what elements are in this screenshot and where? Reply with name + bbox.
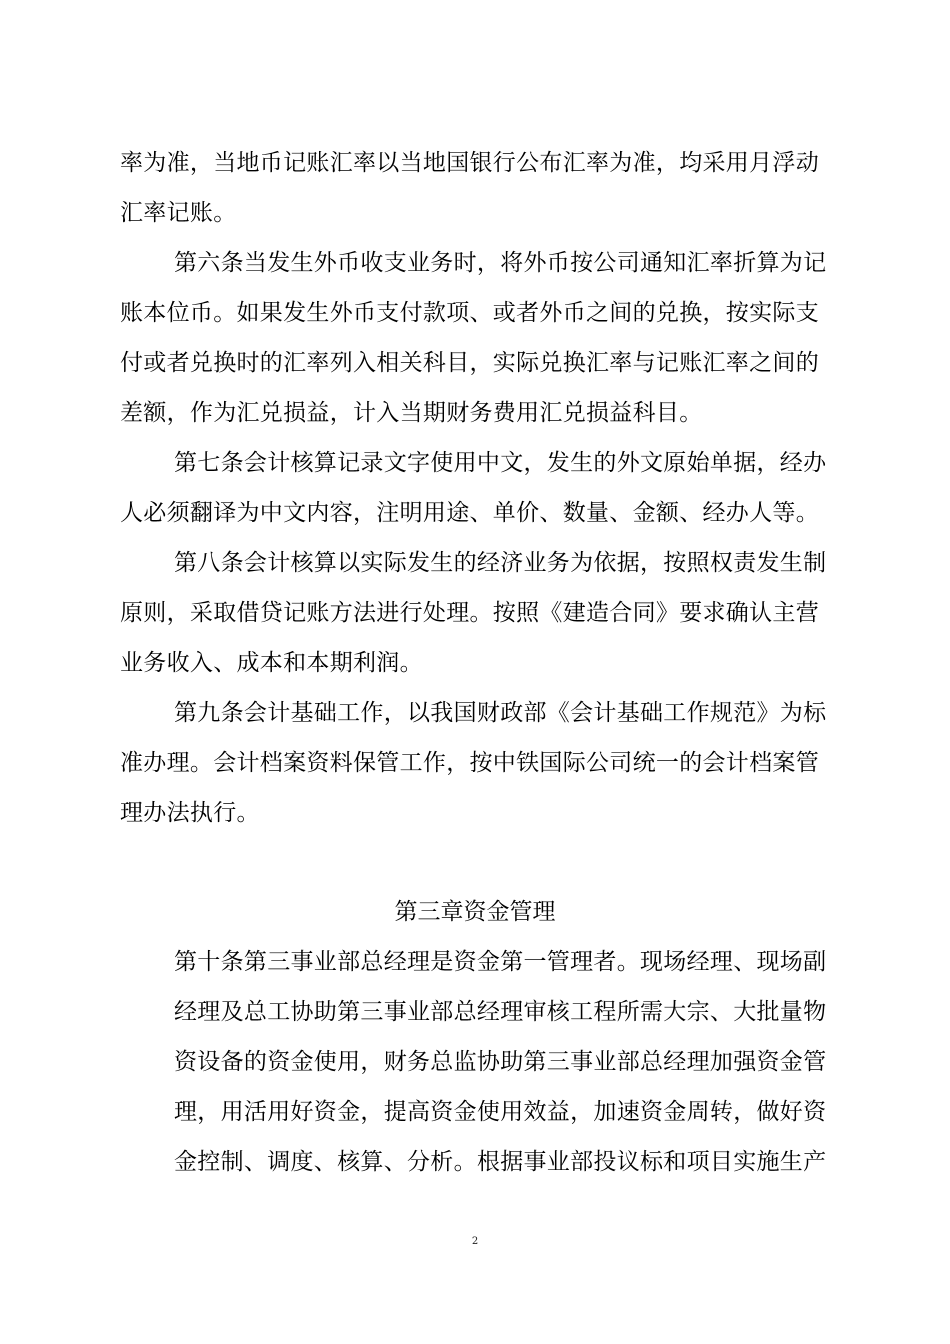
article-10-line: 理，用活用好资金，提高资金使用效益，加速资金周转，做好资	[174, 1099, 827, 1125]
body-text-line: 业务收入、成本和本期利润。	[120, 650, 423, 676]
article-10-line: 第十条第三事业部总经理是资金第一管理者。现场经理、现场副	[174, 949, 827, 975]
article-10-line: 金控制、调度、核算、分析。根据事业部投议标和项目实施生产	[174, 1149, 827, 1175]
body-text-line: 理办法执行。	[120, 800, 260, 826]
article-8-first-line: 第八条会计核算以实际发生的经济业务为依据，按照权责发生制	[174, 550, 827, 576]
body-text-line: 付或者兑换时的汇率列入相关科目，实际兑换汇率与记账汇率之间的	[120, 350, 819, 376]
article-10-line: 经理及总工协助第三事业部总经理审核工程所需大宗、大批量物	[174, 999, 827, 1025]
body-text-line: 原则，采取借贷记账方法进行处理。按照《建造合同》要求确认主营	[120, 600, 819, 626]
page-number: 2	[471, 1236, 479, 1247]
chapter-title: 第三章资金管理	[394, 899, 556, 925]
body-text-line: 汇率记账。	[120, 200, 237, 226]
body-text-line: 率为准，当地币记账汇率以当地国银行公布汇率为准，均采用月浮动	[120, 150, 819, 176]
article-10-line: 资设备的资金使用，财务总监协助第三事业部总经理加强资金管	[174, 1049, 827, 1075]
body-text-line: 差额，作为汇兑损益，计入当期财务费用汇兑损益科目。	[120, 400, 703, 426]
article-6-first-line: 第六条当发生外币收支业务时，将外币按公司通知汇率折算为记	[174, 250, 827, 276]
body-text-line: 人必须翻译为中文内容，注明用途、单价、数量、金额、经办人等。	[120, 500, 819, 526]
body-text-line: 账本位币。如果发生外币支付款项、或者外币之间的兑换，按实际支	[120, 300, 819, 326]
body-text-line: 准办理。会计档案资料保管工作，按中铁国际公司统一的会计档案管	[120, 750, 819, 776]
article-7-first-line: 第七条会计核算记录文字使用中文，发生的外文原始单据，经办	[174, 450, 827, 476]
article-9-first-line: 第九条会计基础工作，以我国财政部《会计基础工作规范》为标	[174, 700, 827, 726]
